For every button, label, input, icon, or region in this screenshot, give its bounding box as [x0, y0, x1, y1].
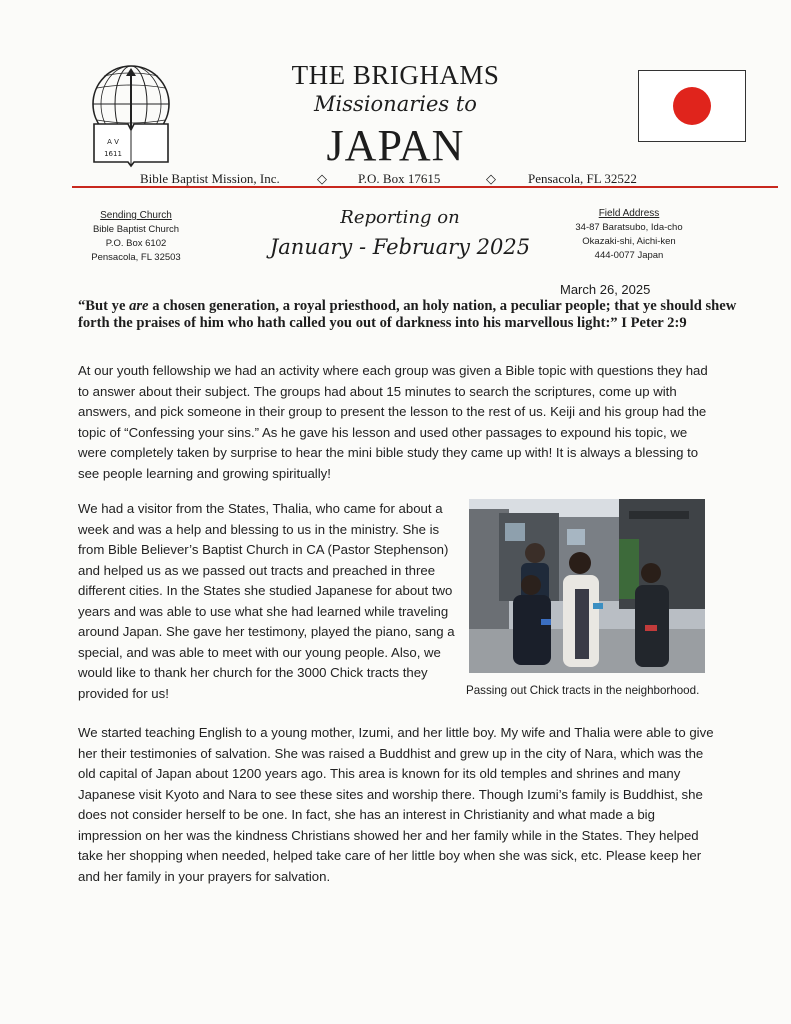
flag-sun: [673, 87, 711, 125]
logo-book-text-left: A V: [107, 138, 119, 146]
header-divider: [72, 186, 778, 188]
sending-church-line: Bible Baptist Church: [92, 224, 180, 235]
field-address-line: 444-0077 Japan: [594, 250, 664, 261]
paragraph-youth-fellowship: At our youth fellowship we had an activity where each group was given a Bible topic with questions they had to answer about their subject. The groups had about 15 minutes to search the scriptures, come up with answers, and pick someone in their group to present the lesson to the rest of us. Keiji and his group had the topic of “Confessing your sins.” As he gave his lesson and used other passages to expound his topic, we were completely taken by surprise to hear the mini bible study they came up with! It is always a blessing to see people learning and growing spiritually!: [78, 363, 708, 481]
diamond-separator-icon: ◇: [486, 171, 496, 186]
scripture-verse: [78, 298, 738, 332]
group-photo: [469, 499, 705, 673]
photo-caption: Passing out Chick tracts in the neighborhood.: [466, 684, 700, 697]
page-title: THE BRIGHAMS: [291, 60, 500, 90]
page-title-country: JAPAN: [326, 121, 465, 170]
japan-flag-icon: [638, 70, 746, 142]
diamond-separator-icon: ◇: [317, 171, 327, 186]
mission-po-box: P.O. Box 17615: [358, 171, 441, 186]
field-address-heading: Field Address: [598, 208, 660, 219]
sending-church-line: P.O. Box 6102: [105, 238, 167, 249]
report-heading: Reporting on: [340, 207, 460, 228]
sending-church-line: Pensacola, FL 32503: [91, 252, 181, 263]
field-address-line: 34-87 Baratsubo, Ida-cho: [575, 222, 683, 233]
report-period: January - February 2025: [269, 235, 531, 259]
mission-city: Pensacola, FL 32522: [528, 171, 637, 186]
sending-church-block: [78, 209, 194, 265]
photo-illustration: [469, 499, 705, 673]
verse-part: “But ye: [78, 298, 130, 314]
page-subtitle: Missionaries to: [314, 92, 477, 116]
field-address-line: Okazaki-shi, Aichi-ken: [582, 236, 676, 247]
verse-part: a chosen generation, a royal priesthood, an holy nation, a peculiar people; that ye should shew forth the praises of him who hath called you out of darkness into his marvellous light:” I Peter 2:9: [78, 298, 737, 331]
verse-emphasis: are: [129, 298, 149, 314]
paragraph-english-teaching: We started teaching English to a young mother, Izumi, and her little boy. My wife and Thalia were able to give her their testimonies of salvation. She was raised a Buddhist and grew up in the city of Nara, which was the old capital of Japan about 1200 years ago. This area is known for its old temples and shrines and many Japanese visit Kyoto and Nara to see these sites and worship there. Though Izumi’s family is Buddhist, she does not consider herself to be one. In fact, she has an interest in Christianity and what made a big impression on her was the kindness Christians showed her and her family while in the States. They helped take her shopping when needed, helped take care of her little boy when she was sick, etc. Please keep her and her family in your prayers for salvation.: [78, 725, 714, 884]
sending-church-heading: Sending Church: [100, 210, 172, 221]
logo-book-text-right: 1611: [104, 150, 122, 158]
letter-date: March 26, 2025: [560, 282, 651, 297]
mission-name: Bible Baptist Mission, Inc.: [140, 171, 280, 186]
paragraph-visitor: We had a visitor from the States, Thalia, who came for about a week and was a help and blessing to us in the ministry. She is from Bible Believer’s Baptist Church in CA (Pastor Stephenson) and helped us as we passed out tracts and preached in three different cities. In the States she studied Japanese for about two years and was able to use what she had learned while traveling around Japan. She gave her testimony, played the piano, sang a special, and was able to meet with our young people. Also, we would like to thank her church for the 3000 Chick tracts they provided for us!: [78, 501, 455, 701]
field-address-block: [570, 207, 688, 263]
